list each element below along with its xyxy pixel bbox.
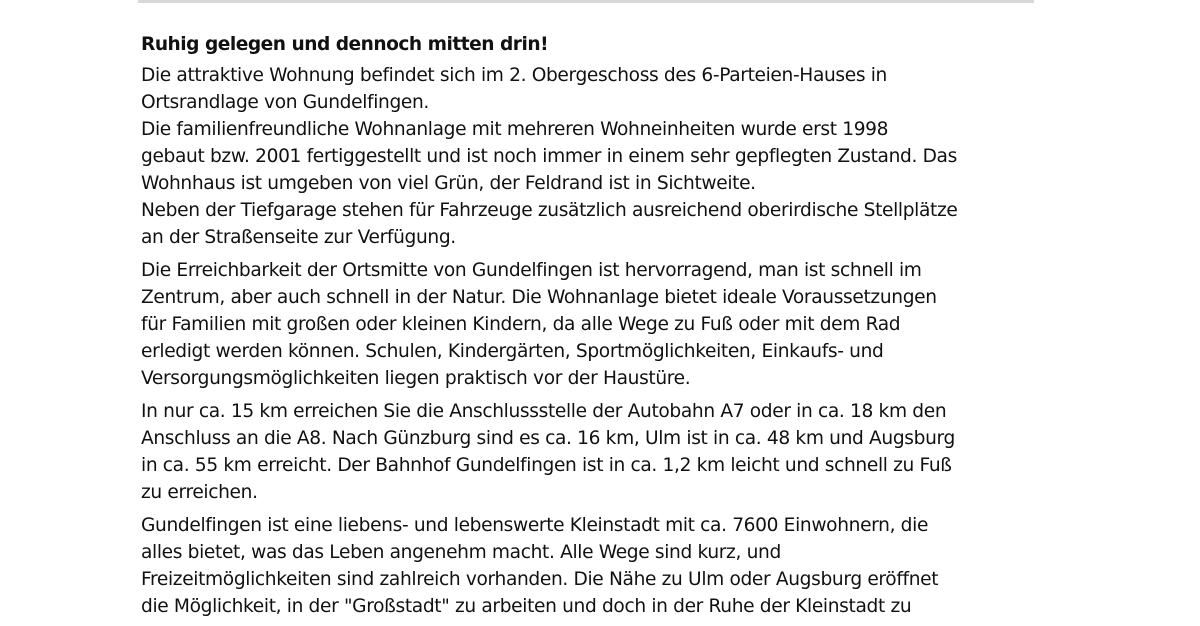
text-line: Zentrum, aber auch schnell in der Natur. Die Wohnanlage bietet ideale Voraussetzungen bbox=[141, 287, 937, 308]
text-line: Wohnhaus ist umgeben von viel Grün, der Feldrand ist in Sichtweite. bbox=[141, 173, 756, 194]
text-line: Freizeitmöglichkeiten sind zahlreich vorhanden. Die Nähe zu Ulm oder Augsburg eröffnet bbox=[141, 569, 939, 590]
text-line: gebaut bzw. 2001 fertiggestellt und ist noch immer in einem sehr gepflegten Zustand. Das bbox=[141, 146, 957, 167]
section-heading: Ruhig gelegen und dennoch mitten drin! bbox=[141, 34, 549, 55]
text-line: die Möglichkeit, in der "Großstadt" zu arbeiten und doch in der Ruhe der Kleinstadt zu bbox=[141, 596, 912, 617]
text-line: Versorgungsmöglichkeiten liegen praktisch vor der Haustüre. bbox=[141, 368, 691, 389]
text-line: Die familienfreundliche Wohnanlage mit mehreren Wohneinheiten wurde erst 1998 bbox=[141, 119, 889, 140]
paragraph-town bbox=[141, 512, 1041, 620]
text-line: Gundelfingen ist eine liebens- und lebenswerte Kleinstadt mit ca. 7600 Einwohnern, die bbox=[141, 515, 929, 536]
text-line: In nur ca. 15 km erreichen Sie die Anschlussstelle der Autobahn A7 oder in ca. 18 km den bbox=[141, 401, 947, 422]
paragraph-description bbox=[141, 62, 1041, 251]
text-line: Anschluss an die A8. Nach Günzburg sind es ca. 16 km, Ulm ist in ca. 48 km und Augsburg bbox=[141, 428, 955, 449]
text-line: Die attraktive Wohnung befindet sich im 2. Obergeschoss des 6-Parteien-Hauses in bbox=[141, 65, 887, 86]
text-line: für Familien mit großen oder kleinen Kindern, da alle Wege zu Fuß oder mit dem Rad bbox=[141, 314, 901, 335]
text-line: erledigt werden können. Schulen, Kindergärten, Sportmöglichkeiten, Einkaufs- und bbox=[141, 341, 884, 362]
text-line: in ca. 55 km erreicht. Der Bahnhof Gundelfingen ist in ca. 1,2 km leicht und schnell zu Fuß bbox=[141, 455, 952, 476]
document-body bbox=[141, 31, 1041, 626]
top-divider bbox=[138, 0, 1034, 3]
text-line: Die Erreichbarkeit der Ortsmitte von Gundelfingen ist hervorragend, man ist schnell im bbox=[141, 260, 922, 281]
text-line: Ortsrandlage von Gundelfingen. bbox=[141, 92, 429, 113]
paragraph-transport bbox=[141, 398, 1041, 506]
paragraph-accessibility bbox=[141, 257, 1041, 392]
text-line: an der Straßenseite zur Verfügung. bbox=[141, 227, 456, 248]
text-line: Neben der Tiefgarage stehen für Fahrzeuge zusätzlich ausreichend oberirdische Stellplätze bbox=[141, 200, 958, 221]
text-line: zu erreichen. bbox=[141, 482, 258, 503]
text-line: alles bietet, was das Leben angenehm macht. Alle Wege sind kurz, und bbox=[141, 542, 781, 563]
